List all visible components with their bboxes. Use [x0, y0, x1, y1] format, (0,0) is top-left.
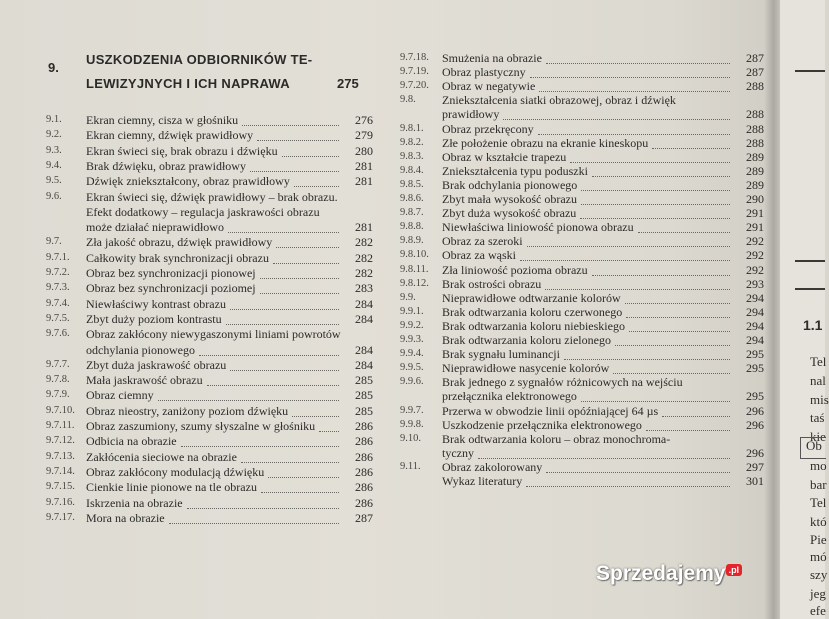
toc-entry-page: 291: [746, 206, 764, 221]
toc-dot-leader: [478, 457, 730, 459]
toc-entry-page: 286: [355, 495, 373, 510]
toc-dot-leader: [581, 189, 730, 191]
toc-entry-text: Smużenia na obrazie: [442, 51, 542, 65]
toc-entry-page: 288: [746, 135, 764, 150]
right-page-fragment: mó: [810, 549, 827, 564]
toc-entry-number: 9.7.17.: [46, 511, 75, 523]
toc-entry-text: Brak ostrości obrazu: [442, 276, 542, 291]
toc-entry-page: 295: [746, 361, 764, 376]
watermark-text: Sprzedajemy: [596, 562, 726, 585]
toc-entry-page: 281: [355, 220, 373, 235]
toc-entry-text: Obraz w kształcie trapezu: [442, 149, 567, 164]
toc-entry-text: Ekran ciemny, dźwięk prawidłowy: [86, 128, 254, 143]
toc-dot-leader: [662, 415, 730, 417]
toc-entry-page: 288: [746, 121, 764, 136]
chapter-title-line2: LEWIZYJNYCH I ICH NAPRAWA: [86, 76, 290, 91]
toc-entry-number: 9.7.16.: [46, 496, 75, 508]
toc-dot-leader: [187, 507, 339, 509]
toc-entry-text: odchylania pionowego: [86, 342, 195, 357]
toc-entry-text: Zniekształcenia siatki obrazowej, obraz i dźwięk: [442, 93, 676, 108]
toc-entry-text: Obraz plastyczny: [442, 65, 526, 80]
toc-entry-text: Mała jaskrawość obrazu: [86, 373, 203, 388]
right-page-fragment: Tel: [810, 354, 827, 369]
toc-dot-leader: [638, 231, 730, 233]
toc-entry-number: 9.8.10.: [400, 249, 429, 261]
toc-entry-page: 292: [746, 262, 764, 277]
toc-entry-text: Obraz zaszumiony, szumy słyszalne w głośniku: [86, 419, 316, 433]
chapter-page: 275: [337, 76, 359, 91]
toc-dot-leader: [646, 429, 730, 431]
toc-entry-text: Całkowity brak synchronizacji obrazu: [86, 250, 269, 265]
toc-entry-number: 9.7.3.: [46, 282, 70, 294]
right-page-fragment: nal: [810, 373, 826, 388]
toc-entry-text: Obraz za szeroki: [442, 234, 523, 249]
toc-dot-leader: [564, 358, 730, 360]
toc-entry-page: 285: [355, 403, 373, 418]
toc-entry-text: Nieprawidłowe nasycenie kolorów: [442, 361, 610, 376]
toc-entry-page: 284: [355, 296, 373, 311]
toc-entry-page: 296: [746, 445, 764, 460]
toc-entry-number: 9.7.8.: [46, 374, 70, 386]
toc-entry-text: Obraz bez synchronizacji pionowej: [86, 266, 256, 280]
toc-entry-number: 9.7.6.: [46, 328, 70, 340]
toc-entry-number: 9.9.2.: [400, 319, 424, 331]
toc-dot-leader: [228, 231, 339, 233]
toc-entry-page: 288: [746, 107, 764, 122]
toc-entry-page: 293: [746, 276, 764, 291]
toc-dot-leader: [230, 308, 339, 310]
toc-entry-number: 9.7.10.: [46, 404, 75, 416]
toc-entry-number: 9.10.: [400, 432, 421, 444]
chapter-title-line1: USZKODZENIA ODBIORNIKÓW TE-: [86, 52, 313, 67]
toc-entry-text: Wykaz literatury: [442, 474, 523, 488]
toc-dot-leader: [169, 522, 339, 524]
toc-entry-number: 9.8.8.: [400, 221, 424, 233]
toc-entry-number: 9.1.: [46, 114, 62, 125]
toc-entry-number: 9.7.: [46, 236, 62, 248]
toc-entry-text: Brak dźwięku, obraz prawidłowy: [86, 158, 246, 173]
toc-entry-page: 282: [355, 266, 373, 280]
toc-entry-text: Niewłaściwa liniowość pionowa obrazu: [442, 220, 634, 235]
toc-dot-leader: [546, 62, 730, 64]
toc-entry-page: 297: [746, 459, 764, 474]
toc-entry-page: 296: [746, 417, 764, 432]
right-page-fragment: Tel: [810, 495, 827, 510]
toc-dot-leader: [581, 400, 730, 402]
toc-entry-text: Obraz w negatywie: [442, 79, 536, 94]
toc-dot-leader: [260, 277, 339, 279]
toc-entry-number: 9.7.2.: [46, 267, 70, 278]
toc-entry-page: 284: [355, 311, 373, 326]
toc-entry-number: 9.8.11.: [400, 263, 429, 275]
toc-entry-number: 9.11.: [400, 460, 421, 472]
watermark: [596, 562, 742, 586]
toc-entry-text: Obraz przekręcony: [442, 121, 534, 136]
toc-entry-text: Obraz ciemny: [86, 388, 154, 403]
right-page-fragment: bar: [810, 477, 827, 492]
toc-entry-page: 285: [355, 388, 373, 403]
toc-entry-page: 294: [746, 290, 764, 305]
toc-entry-page: 287: [355, 510, 373, 525]
toc-entry-text: Brak sygnału luminancji: [442, 347, 560, 362]
book-gutter: [764, 0, 780, 619]
toc-entry-text: Brak odtwarzania koloru niebieskiego: [442, 318, 625, 333]
toc-dot-leader: [520, 259, 730, 261]
toc-entry-text: Zbyt duża wysokość obrazu: [442, 206, 577, 221]
right-page-box: [800, 437, 826, 459]
right-page-fragment: taś: [810, 410, 825, 425]
toc-entry-page: 289: [746, 177, 764, 192]
toc-entry-text: prawidłowy: [442, 107, 500, 122]
toc-dot-leader: [207, 384, 339, 386]
toc-dot-leader: [292, 415, 339, 417]
toc-entry-text: Ekran ciemny, cisza w głośniku: [86, 113, 239, 127]
toc-entry-text: Zła liniowość pozioma obrazu: [442, 262, 588, 277]
right-page-fragment: Pie: [810, 532, 827, 547]
toc-entry-number: 9.7.7.: [46, 358, 70, 370]
toc-dot-leader: [261, 491, 339, 493]
toc-entry-number: 9.9.3.: [400, 334, 424, 345]
toc-entry-text: Obraz bez synchronizacji poziomej: [86, 281, 256, 296]
toc-entry-number: 9.8.: [400, 94, 416, 106]
toc-entry-text: Brak odchylania pionowego: [442, 177, 578, 192]
right-page-rule: [795, 288, 825, 290]
toc-dot-leader: [268, 476, 339, 478]
toc-entry-number: 9.9.: [400, 291, 416, 303]
toc-entry-text: Odbicia na obrazie: [86, 434, 177, 449]
toc-entry-number: 9.7.5.: [46, 312, 70, 324]
toc-entry-text: Brak jednego z sygnałów różnicowych na wejściu: [442, 375, 683, 390]
toc-entry-text: Uszkodzenie przełącznika elektronowego: [442, 417, 642, 432]
toc-entry-text: Złe położenie obrazu na ekranie kineskopu: [442, 135, 649, 150]
toc-entry-page: 287: [746, 65, 764, 80]
right-page-rule: [795, 70, 825, 72]
right-page-fragment: mo: [810, 458, 827, 473]
toc-entry-text: może działać nieprawidłowo: [86, 220, 224, 235]
toc-entry-page: 294: [746, 333, 764, 347]
toc-entry-text: Nieprawidłowe odtwarzanie kolorów: [442, 290, 621, 305]
toc-dot-leader: [503, 118, 730, 120]
toc-entry-page: 281: [355, 174, 373, 189]
toc-entry-page: 295: [746, 347, 764, 362]
toc-entry-text: Obraz zakłócony niewygaszonymi liniami powrotów: [86, 327, 341, 342]
watermark-badge: .pl: [726, 564, 743, 576]
toc-dot-leader: [250, 170, 339, 172]
toc-entry-number: 9.8.2.: [400, 136, 424, 148]
toc-entry-text: Niewłaściwy kontrast obrazu: [86, 296, 226, 311]
toc-entry-page: 289: [746, 149, 764, 164]
toc-entry-page: 286: [355, 449, 373, 464]
toc-entry-text: Zakłócenia sieciowe na obrazie: [86, 449, 237, 464]
toc-dot-leader: [260, 292, 339, 294]
toc-entry-page: 296: [746, 403, 764, 418]
toc-entry-text: Ekran świeci się, brak obrazu i dźwięku: [86, 143, 278, 158]
toc-dot-leader: [242, 124, 339, 126]
toc-entry-page: 280: [355, 143, 373, 158]
toc-entry-number: 9.7.1.: [46, 251, 70, 263]
right-page-fragment: któ: [810, 514, 827, 529]
toc-entry-number: 9.7.11.: [46, 420, 75, 431]
toc-entry-number: 9.7.19.: [400, 66, 429, 78]
toc-entry-number: 9.8.1.: [400, 122, 424, 134]
toc-entry-page: 282: [355, 250, 373, 265]
toc-entry-page: 284: [355, 357, 373, 372]
toc-dot-leader: [241, 461, 339, 463]
toc-dot-leader: [181, 445, 339, 447]
toc-entry-page: 286: [355, 419, 373, 433]
toc-dot-leader: [538, 133, 730, 135]
toc-entry-number: 9.9.5.: [400, 362, 424, 374]
toc-entry-text: tyczny: [442, 445, 474, 460]
toc-dot-leader: [199, 354, 339, 356]
toc-dot-leader: [625, 302, 730, 304]
toc-entry-number: 9.7.9.: [46, 389, 70, 401]
toc-entry-page: 291: [746, 220, 764, 235]
toc-entry-number: 9.9.1.: [400, 305, 424, 317]
toc-entry-page: 295: [746, 389, 764, 404]
toc-entry-number: 9.9.4.: [400, 348, 424, 360]
toc-entry-page: 284: [355, 342, 373, 357]
toc-entry-number: 9.8.6.: [400, 193, 424, 204]
toc-entry-text: Przerwa w obwodzie linii opóźniającej 64 µs: [442, 403, 659, 418]
toc-dot-leader: [230, 369, 339, 371]
toc-entry-number: 9.8.5.: [400, 178, 424, 190]
toc-dot-leader: [615, 344, 730, 346]
toc-entry-text: Obraz nieostry, zaniżony poziom dźwięku: [86, 403, 289, 418]
toc-entry-page: 290: [746, 192, 764, 206]
toc-entry-number: 9.7.4.: [46, 297, 70, 309]
toc-dot-leader: [526, 485, 730, 487]
toc-entry-page: 294: [746, 318, 764, 333]
toc-entry-number: 9.7.12.: [46, 435, 75, 447]
toc-entry-text: Ekran świeci się, dźwięk prawidłowy – brak obrazu.: [86, 189, 338, 204]
toc-dot-leader: [629, 330, 730, 332]
toc-entry-page: 279: [355, 128, 373, 143]
toc-dot-leader: [226, 323, 339, 325]
toc-entry-page: 286: [355, 434, 373, 449]
toc-dot-leader: [546, 471, 730, 473]
toc-entry-number: 9.9.6.: [400, 376, 424, 388]
toc-dot-leader: [276, 246, 339, 248]
toc-entry-text: Obraz zakolorowany: [442, 459, 543, 474]
toc-entry-number: 9.7.15.: [46, 481, 75, 493]
toc-entry-text: przełącznika elektronowego: [442, 389, 577, 404]
toc-entry-number: 9.9.8.: [400, 418, 424, 430]
toc-entry-page: 287: [746, 51, 764, 65]
toc-dot-leader: [158, 399, 339, 401]
toc-entry-page: 286: [355, 464, 373, 479]
toc-entry-text: Zbyt mała wysokość obrazu: [442, 192, 577, 206]
toc-entry-text: Brak odtwarzania koloru zielonego: [442, 333, 611, 347]
toc-entry-text: Zła jakość obrazu, dźwięk prawidłowy: [86, 235, 273, 250]
toc-entry-text: Obraz zakłócony modulacją dźwięku: [86, 464, 265, 479]
right-page-fragment: Ob: [806, 438, 822, 453]
toc-entry-number: 9.8.12.: [400, 277, 429, 289]
toc-entry-page: 283: [355, 281, 373, 296]
toc-dot-leader: [545, 288, 730, 290]
toc-dot-leader: [294, 185, 339, 187]
toc-entry-number: 9.5.: [46, 175, 62, 187]
toc-dot-leader: [530, 76, 730, 78]
toc-entry-page: 301: [746, 474, 764, 488]
toc-entry-number: 9.8.9.: [400, 235, 424, 247]
toc-entry-number: 9.3.: [46, 144, 62, 156]
toc-entry-text: Mora na obrazie: [86, 510, 165, 525]
toc-entry-number: 9.4.: [46, 159, 62, 171]
toc-entry-page: 285: [355, 373, 373, 388]
toc-dot-leader: [580, 217, 730, 219]
toc-entry-page: 286: [355, 480, 373, 495]
toc-entry-text: Obraz za wąski: [442, 248, 516, 263]
toc-entry-number: 9.8.4.: [400, 164, 424, 176]
toc-entry-number: 9.2.: [46, 129, 62, 141]
toc-entry-text: Cienkie linie pionowe na tle obrazu: [86, 480, 257, 495]
right-page-fragment: kie: [810, 429, 826, 444]
toc-entry-number: 9.7.14.: [46, 465, 75, 477]
toc-entry-page: 281: [355, 158, 373, 173]
right-page-rule: [795, 260, 825, 262]
toc-dot-leader: [257, 139, 339, 141]
toc-entry-text: Zbyt duży poziom kontrastu: [86, 311, 222, 326]
right-page-fragment: efe: [810, 603, 826, 618]
toc-dot-leader: [652, 147, 730, 149]
right-page-fragment: mis: [810, 392, 829, 407]
toc-entry-page: 282: [355, 235, 373, 250]
toc-entry-text: Zbyt duża jaskrawość obrazu: [86, 357, 227, 372]
toc-dot-leader: [626, 316, 730, 318]
toc-dot-leader: [592, 175, 730, 177]
right-page-heading: 1.1: [803, 317, 823, 333]
toc-entry-number: 9.9.7.: [400, 404, 424, 416]
toc-entry-text: Zniekształcenia typu poduszki: [442, 163, 588, 178]
toc-entry-number: 9.7.20.: [400, 80, 429, 92]
toc-entry-page: 292: [746, 234, 764, 249]
toc-entry-text: Brak odtwarzania koloru czerwonego: [442, 304, 623, 319]
right-page-fragment: jeg: [810, 586, 826, 601]
toc-entry-page: 289: [746, 163, 764, 178]
toc-entry-page: 276: [355, 113, 373, 127]
toc-entry-number: 9.8.7.: [400, 207, 424, 219]
toc-dot-leader: [539, 90, 730, 92]
toc-dot-leader: [527, 245, 730, 247]
toc-entry-page: 288: [746, 79, 764, 94]
toc-entry-number: 9.7.13.: [46, 450, 75, 462]
toc-entry-text: Efekt dodatkowy – regulacja jaskrawości obrazu: [86, 204, 320, 219]
toc-dot-leader: [319, 430, 339, 432]
toc-dot-leader: [581, 203, 730, 205]
toc-entry-number: 9.7.18.: [400, 52, 429, 63]
toc-entry-text: Brak odtwarzania koloru – obraz monochroma-: [442, 431, 671, 446]
toc-entry-page: 292: [746, 248, 764, 263]
toc-entry-text: Iskrzenia na obrazie: [86, 495, 183, 510]
toc-dot-leader: [273, 262, 339, 264]
right-page-fragment: szy: [810, 567, 828, 582]
toc-dot-leader: [570, 161, 730, 163]
toc-dot-leader: [613, 372, 730, 374]
chapter-number: 9.: [48, 60, 59, 75]
toc-entry-page: 294: [746, 304, 764, 319]
toc-dot-leader: [592, 274, 730, 276]
toc-entry-text: Dźwięk zniekształcony, obraz prawidłowy: [86, 174, 290, 189]
toc-entry-number: 9.8.3.: [400, 150, 424, 162]
toc-dot-leader: [282, 155, 339, 157]
toc-entry-number: 9.6.: [46, 190, 62, 202]
